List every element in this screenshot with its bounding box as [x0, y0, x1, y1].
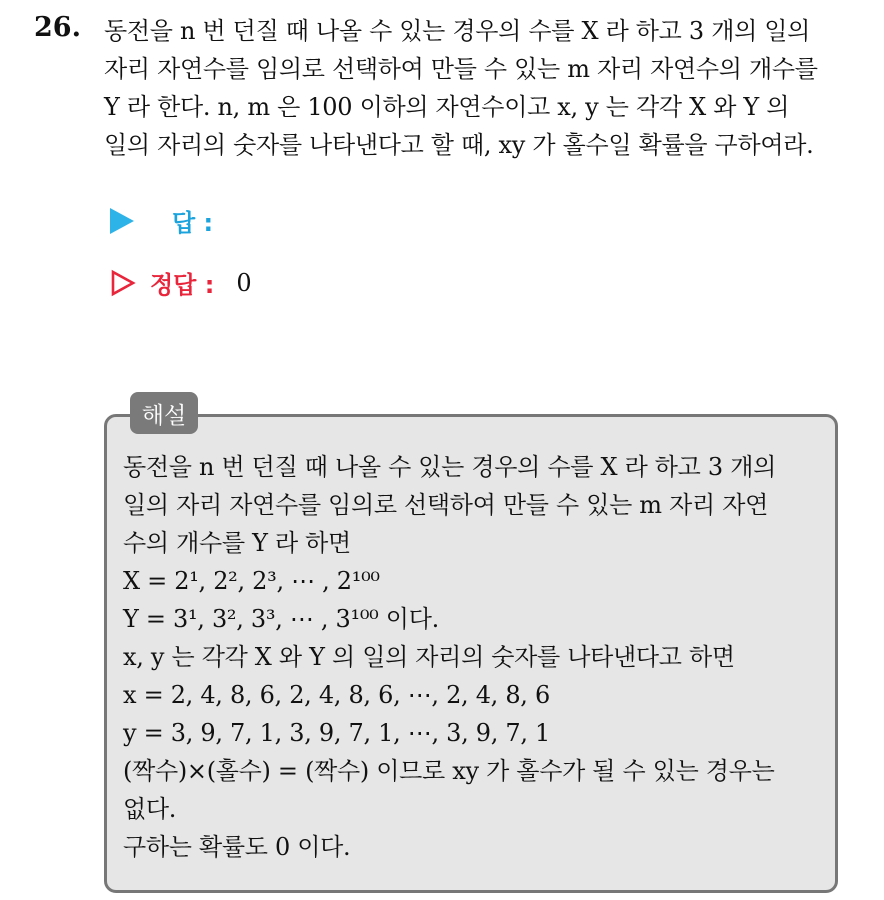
solution-line: X = 2¹, 2², 2³, ⋯ , 2¹⁰⁰ — [123, 567, 380, 595]
filled-triangle-icon — [110, 208, 134, 234]
answer-row — [110, 203, 213, 238]
solution-line: (짝수)×(홀수) = (짝수) 이므로 xy 가 홀수가 될 수 있는 경우는 — [123, 757, 775, 785]
solution-line: y = 3, 9, 7, 1, 3, 9, 7, 1, ⋯, 3, 9, 7, 1 — [123, 719, 550, 747]
solution-line: x, y 는 각각 X 와 Y 의 일의 자리의 숫자를 나타낸다고 하면 — [123, 643, 735, 671]
solution-line: 구하는 확률도 0 이다. — [123, 833, 351, 861]
solution-line: x = 2, 4, 8, 6, 2, 4, 8, 6, ⋯, 2, 4, 8, 6 — [123, 681, 550, 709]
answer-label: 답 : — [172, 209, 214, 237]
solution-line: 수의 개수를 Y 라 하면 — [123, 529, 351, 557]
outline-triangle-icon — [110, 269, 136, 297]
solution-line: Y = 3¹, 3², 3³, ⋯ , 3¹⁰⁰ 이다. — [123, 605, 439, 633]
correct-answer-label: 정답 : — [150, 271, 215, 299]
correct-answer-row — [110, 265, 252, 300]
solution-line: 일의 자리 자연수를 임의로 선택하여 만들 수 있는 m 자리 자연 — [123, 491, 768, 519]
problem-line: 자리 자연수를 임의로 선택하여 만들 수 있는 m 자리 자연수의 개수를 — [104, 55, 818, 83]
solution-line: 동전을 n 번 던질 때 나올 수 있는 경우의 수를 X 라 하고 3 개의 — [123, 453, 776, 481]
solution-text — [123, 448, 833, 866]
solution-tag: 해설 — [130, 392, 198, 434]
correct-answer-value: 0 — [236, 268, 252, 297]
problem-line: 동전을 n 번 던질 때 나올 수 있는 경우의 수를 X 라 하고 3 개의 일의 — [104, 17, 811, 45]
problem-text — [104, 12, 864, 164]
problem-number: 26. — [34, 12, 81, 43]
problem-line: 일의 자리의 숫자를 나타낸다고 할 때, xy 가 홀수일 확률을 구하여라. — [104, 131, 814, 159]
solution-line: 없다. — [123, 795, 177, 823]
problem-line: Y 라 한다. n, m 은 100 이하의 자연수이고 x, y 는 각각 X 와 Y 의 — [104, 93, 790, 121]
